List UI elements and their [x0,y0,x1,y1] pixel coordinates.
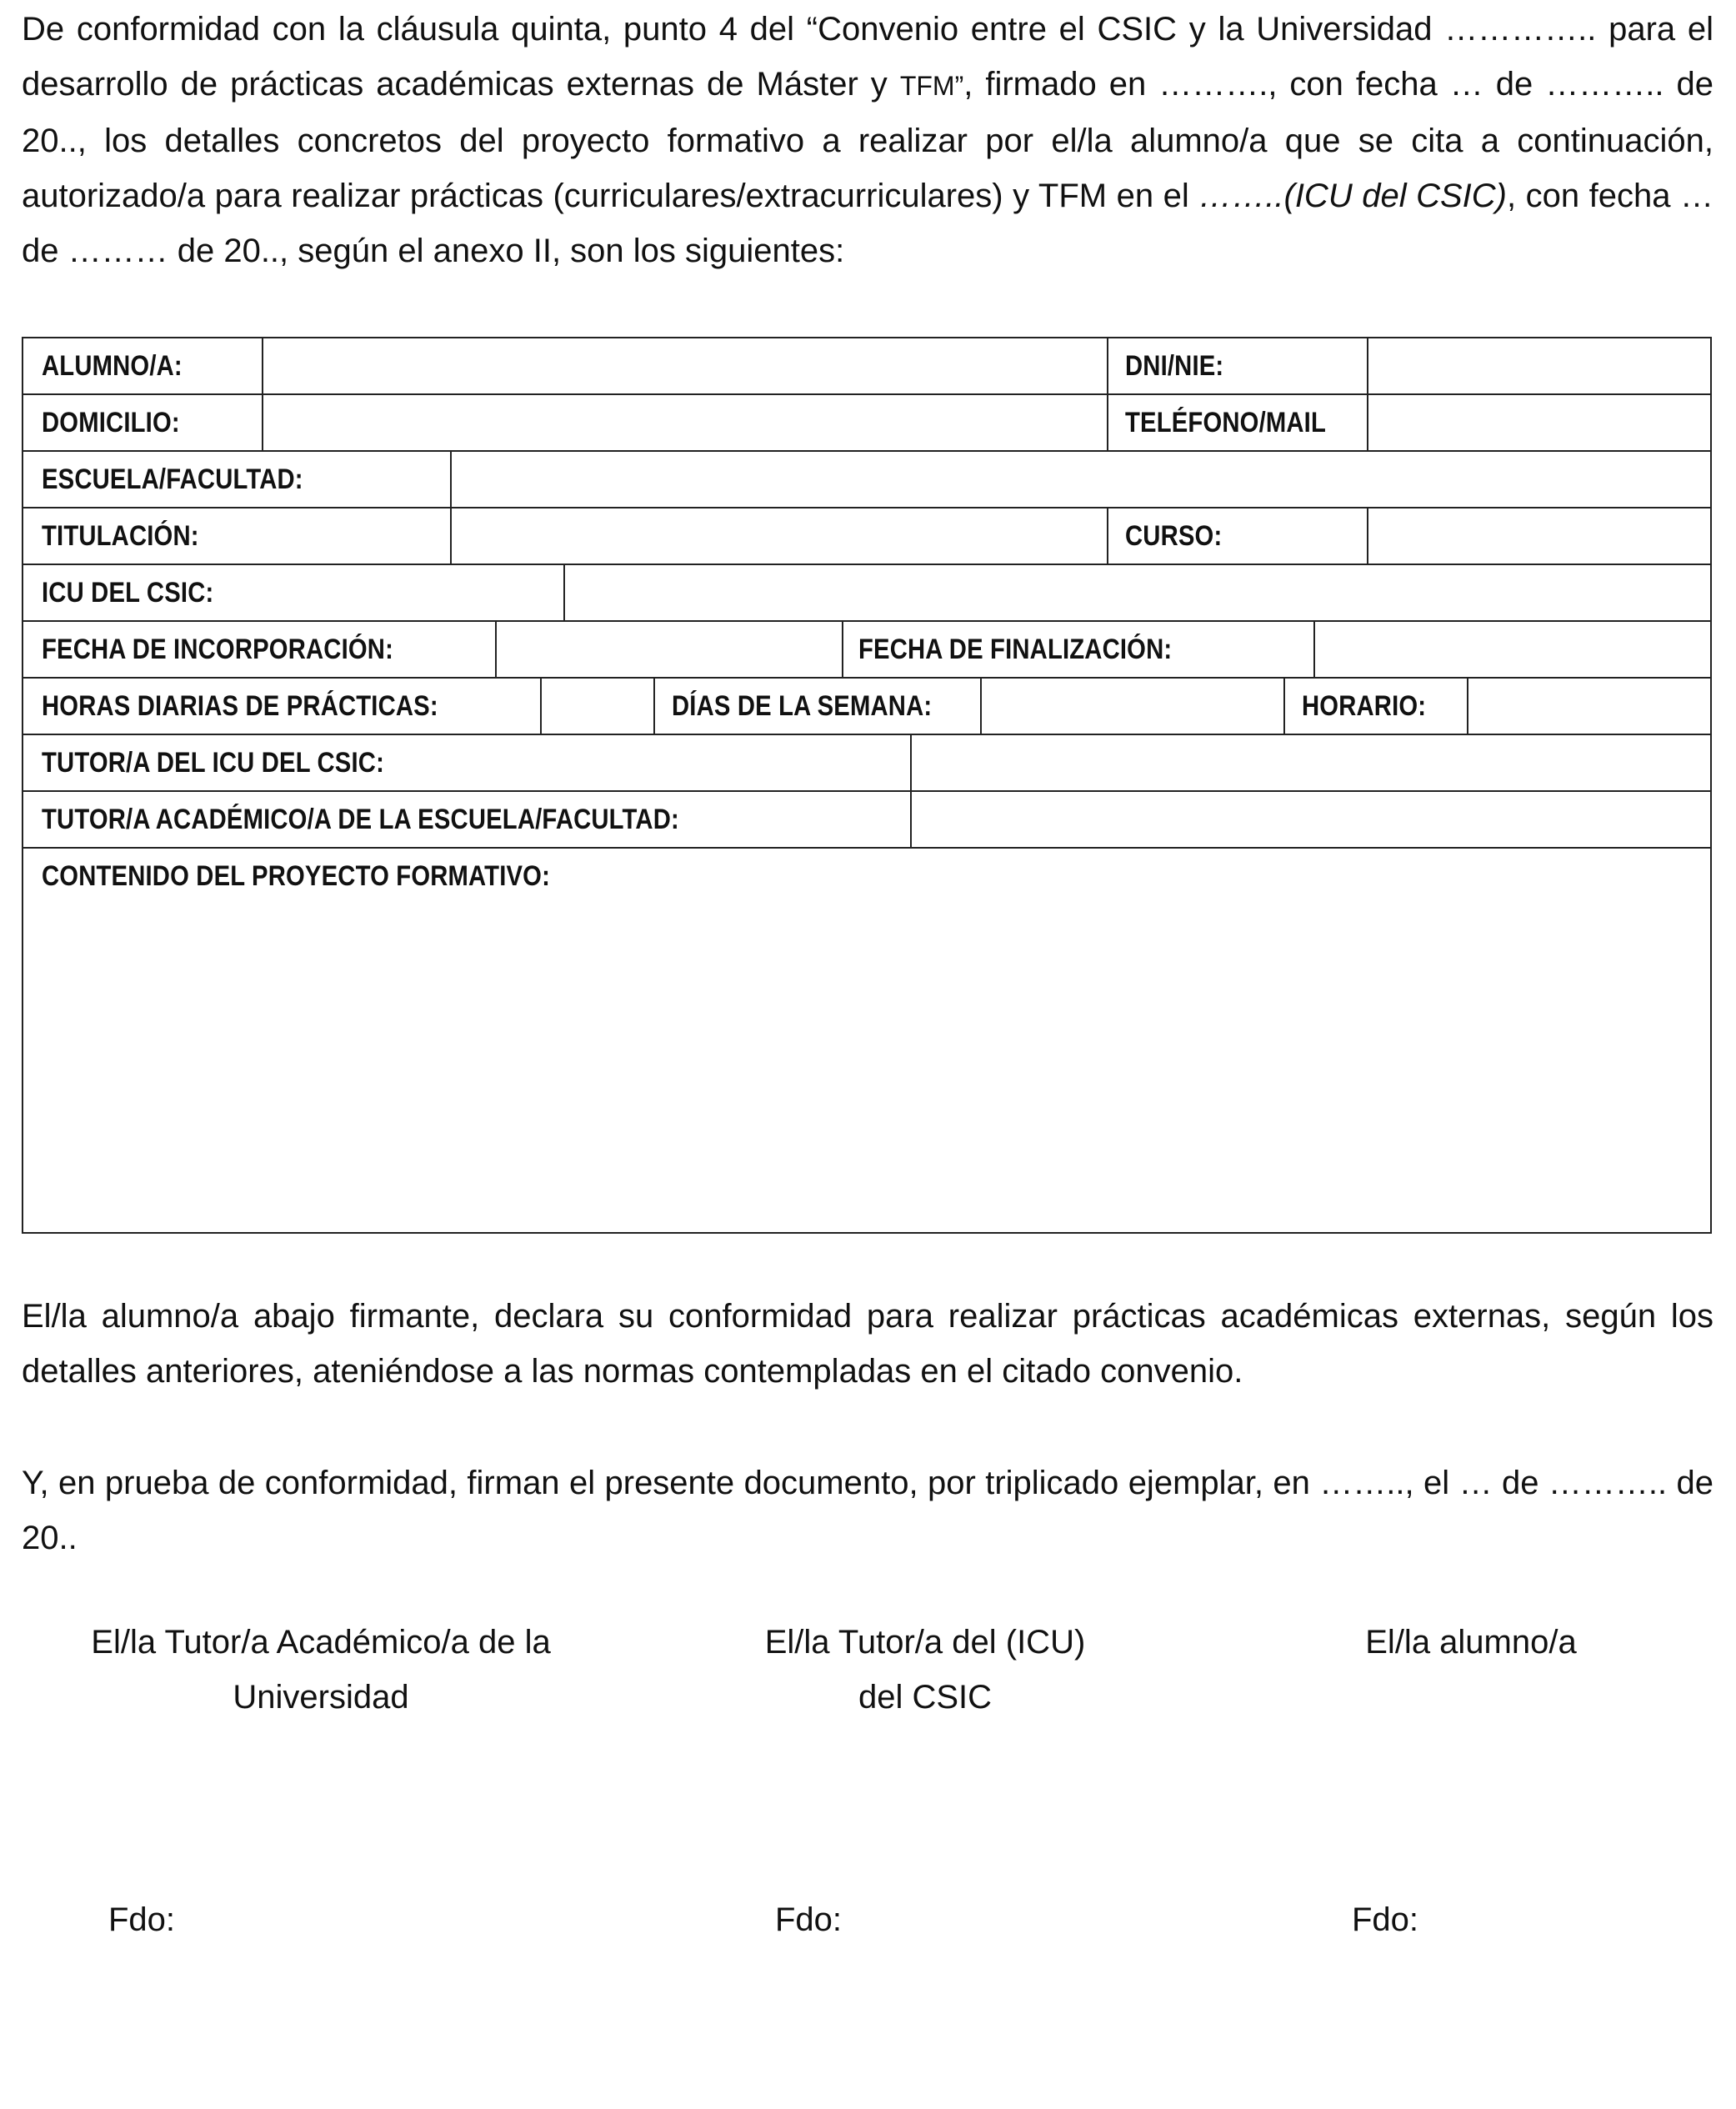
label-icu: ICU DEL CSIC: [42,577,214,609]
signature-academic-line2: Universidad [233,1679,409,1716]
label-dni: DNI/NIE: [1125,350,1224,382]
declaration-paragraph: El/la alumno/a abajo firmante, declara su conformidad para realizar prácticas académicas externas, según los detalles anteriores, ateniéndose a las normas contempladas en el citado convenio. [22,1298,1713,1390]
proof-paragraph: Y, en prueba de conformidad, firman el presente documento, por triplicado ejemplar, en …….., el … de ……….. de 20.. [22,1465,1713,1556]
signature-student-line1: El/la alumno/a [1365,1624,1577,1661]
intro-text-3: , con fecha … de ……… de 20.., según el anexo II, son los siguientes: [22,178,1713,269]
signature-icu-line2: del CSIC [858,1679,993,1716]
label-telefono: TELÉFONO/MAIL [1125,407,1327,438]
label-escuela: ESCUELA/FACULTAD: [42,463,303,495]
field-horas[interactable] [542,679,653,734]
signature-academic-line1: El/la Tutor/a Académico/a de la [91,1624,551,1661]
label-fecha-incorporacion: FECHA DE INCORPORACIÓN: [42,634,393,665]
fdo-icu: Fdo: [775,1901,843,1938]
signature-student [1308,1615,1633,1670]
field-dni[interactable] [1368,338,1710,393]
field-curso[interactable] [1368,508,1710,564]
label-fecha-finalizacion: FECHA DE FINALIZACIÓN: [858,634,1173,665]
field-fecha-finalizacion[interactable] [1315,622,1710,677]
label-contenido: CONTENIDO DEL PROYECTO FORMATIVO: [42,860,550,892]
field-telefono[interactable] [1368,395,1710,450]
fdo-student: Fdo: [1352,1901,1419,1938]
fdo-academic: Fdo: [108,1901,176,1938]
field-fecha-incorporacion[interactable] [497,622,842,677]
signature-icu-tutor [733,1615,1117,1725]
intro-paragraph [22,2,1713,278]
field-alumno[interactable] [263,338,1107,393]
field-titulacion[interactable] [452,508,1107,564]
field-contenido[interactable] [23,899,1710,1232]
signature-academic-tutor [67,1615,575,1725]
field-horario[interactable] [1468,679,1710,734]
practice-form-table [22,337,1712,1234]
label-dias: DÍAS DE LA SEMANA: [672,690,933,722]
intro-icu-italic: ……..(ICU del CSIC) [1198,178,1507,214]
field-dias[interactable] [982,679,1283,734]
field-escuela[interactable] [452,452,1710,507]
label-alumno: ALUMNO/A: [42,350,183,382]
label-curso: CURSO: [1125,520,1223,552]
field-tutor-academico[interactable] [912,792,1710,847]
label-domicilio: DOMICILIO: [42,407,180,438]
label-tutor-icu: TUTOR/A DEL ICU DEL CSIC: [42,747,384,779]
intro-text-1: De conformidad con la cláusula quinta, punto 4 del “Convenio entre el CSIC y la Universidad ………….. para el desarrollo de prácticas académicas externas de Máster y [22,11,1713,103]
intro-tfm: TFM” [899,71,964,101]
signature-icu-line1: El/la Tutor/a del (ICU) [764,1624,1086,1661]
intro-text-2: , firmado en ………., con fecha … de ……….. de 20.., los detalles concretos del proyecto formativo a realizar por el/la alumno/a que se cita a continuación, autorizado/a para realizar prácticas (curriculares/extracurriculares) y TFM en el [22,66,1713,214]
field-domicilio[interactable] [263,395,1107,450]
label-titulacion: TITULACIÓN: [42,520,199,552]
field-icu[interactable] [565,565,1710,620]
label-horas: HORAS DIARIAS DE PRÁCTICAS: [42,690,438,722]
field-tutor-icu[interactable] [912,735,1710,790]
label-horario: HORARIO: [1302,690,1427,722]
label-tutor-academico: TUTOR/A ACADÉMICO/A DE LA ESCUELA/FACULTAD: [42,804,679,835]
